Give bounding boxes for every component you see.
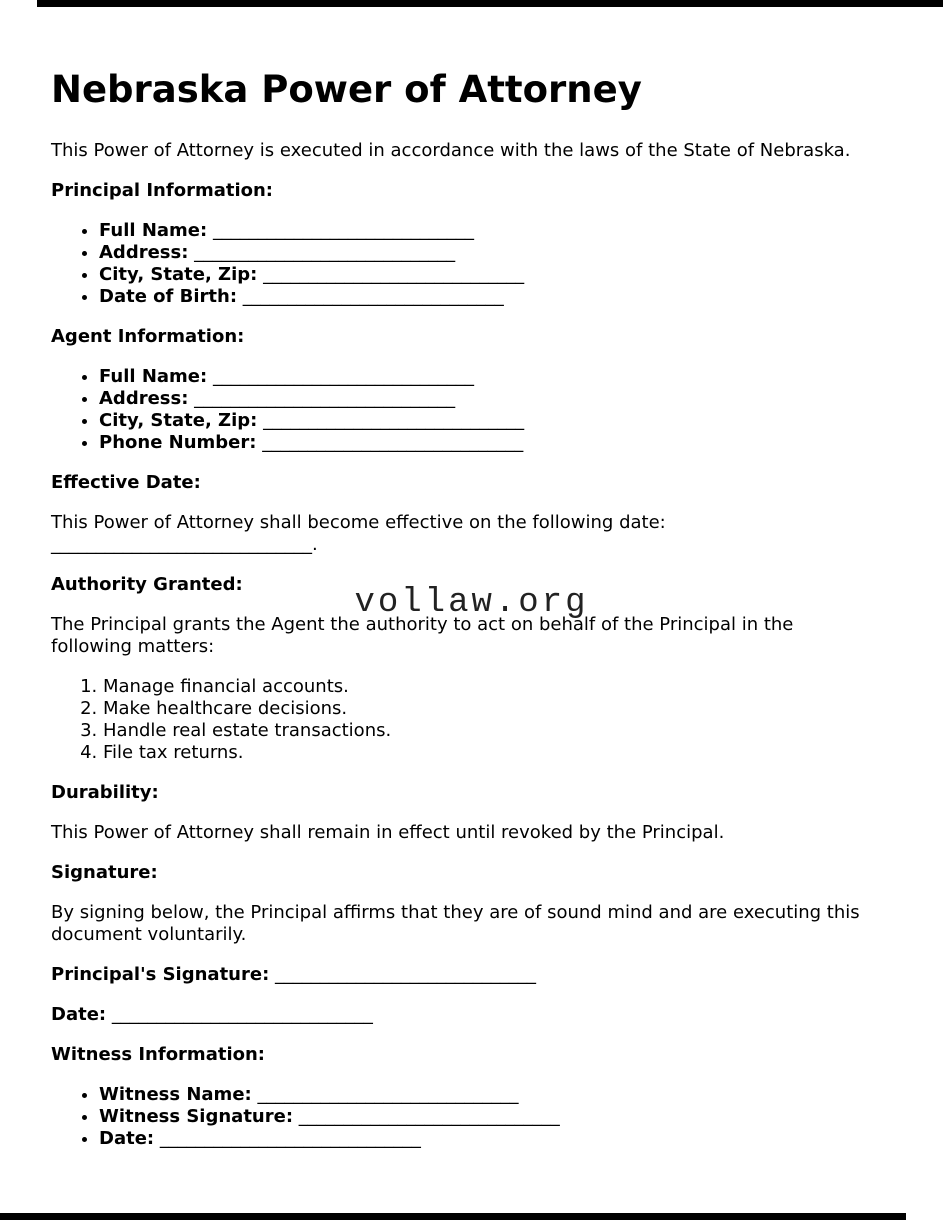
durability-paragraph <box>51 822 892 844</box>
blank-line: _____________________________ <box>257 1084 519 1105</box>
list-item: 1. Manage financial accounts. <box>103 676 892 698</box>
blank-line: _____________________________ <box>212 220 474 241</box>
form-field-row <box>99 366 892 388</box>
field-label: City, State, Zip: <box>99 264 258 285</box>
list-item: 4. File tax returns. <box>103 742 892 764</box>
field-label: Date: <box>51 1004 107 1025</box>
blank-line: _____________________________ <box>212 366 474 387</box>
authority-granted-heading: Authority Granted: <box>51 574 243 595</box>
signature-heading: Signature: <box>51 862 158 883</box>
field-label: Full Name: <box>99 220 208 241</box>
intro-paragraph <box>51 140 892 162</box>
blank-line: _____________________________ <box>242 286 504 307</box>
form-field-row <box>99 1084 892 1106</box>
blank-line: _____________________________ <box>194 242 456 263</box>
date-field <box>51 1004 892 1026</box>
top-border-bar <box>37 0 943 7</box>
authority-matters-list <box>51 676 892 764</box>
form-field-row <box>99 1106 892 1128</box>
blank-line: _____________________________ <box>111 1004 373 1025</box>
form-field-row <box>99 410 892 432</box>
text-line: This Power of Attorney shall remain in effect until revoked by the Principal. <box>51 822 725 843</box>
text-line: document voluntarily. <box>51 924 247 945</box>
field-label: Date of Birth: <box>99 286 238 307</box>
watermark: vollaw.org <box>354 584 589 622</box>
blank-line: _____________________________ <box>298 1106 560 1127</box>
blank-line: _____________________________ <box>159 1128 421 1149</box>
form-field-row <box>99 286 892 308</box>
principal-information-fields <box>51 220 892 308</box>
principal-information-heading: Principal Information: <box>51 180 274 201</box>
field-label: Full Name: <box>99 366 208 387</box>
field-label: City, State, Zip: <box>99 410 258 431</box>
field-label: Phone Number: <box>99 432 257 453</box>
agent-information-fields <box>51 366 892 454</box>
bottom-border-bar <box>0 1213 906 1220</box>
document-body <box>51 140 892 1150</box>
field-label: Witness Signature: <box>99 1106 294 1127</box>
effective-date-paragraph <box>51 512 892 556</box>
field-label: Address: <box>99 388 189 409</box>
form-field-row <box>99 242 892 264</box>
document-title: Nebraska Power of Attorney <box>51 68 642 111</box>
witness-information-heading: Witness Information: <box>51 1044 265 1065</box>
signature-paragraph <box>51 902 892 946</box>
text-line: This Power of Attorney is executed in accordance with the laws of the State of Nebraska. <box>51 140 851 161</box>
form-field-row <box>99 388 892 410</box>
form-field-row <box>99 220 892 242</box>
blank-line: _____________________________ <box>275 964 537 985</box>
blank-line: _____________________________ <box>262 432 524 453</box>
principal-signature-field <box>51 964 892 986</box>
blank-line: _____________________________ <box>263 264 525 285</box>
field-label: Address: <box>99 242 189 263</box>
list-item: 2. Make healthcare decisions. <box>103 698 892 720</box>
text-line: following matters: <box>51 636 215 657</box>
agent-information-heading: Agent Information: <box>51 326 245 347</box>
text-line: _____________________________. <box>51 534 318 555</box>
list-item: 3. Handle real estate transactions. <box>103 720 892 742</box>
text-line: The Principal grants the Agent the authority to act on behalf of the Principal in the <box>51 614 794 635</box>
form-field-row <box>99 264 892 286</box>
field-label: Principal's Signature: <box>51 964 270 985</box>
form-field-row <box>99 1128 892 1150</box>
text-line: This Power of Attorney shall become effective on the following date: <box>51 512 666 533</box>
blank-line: _____________________________ <box>263 410 525 431</box>
durability-heading: Durability: <box>51 782 159 803</box>
field-label: Witness Name: <box>99 1084 252 1105</box>
field-label: Date: <box>99 1128 155 1149</box>
blank-line: _____________________________ <box>194 388 456 409</box>
text-line: By signing below, the Principal affirms that they are of sound mind and are executing this <box>51 902 860 923</box>
effective-date-heading: Effective Date: <box>51 472 201 493</box>
form-field-row <box>99 432 892 454</box>
witness-information-fields <box>51 1084 892 1150</box>
